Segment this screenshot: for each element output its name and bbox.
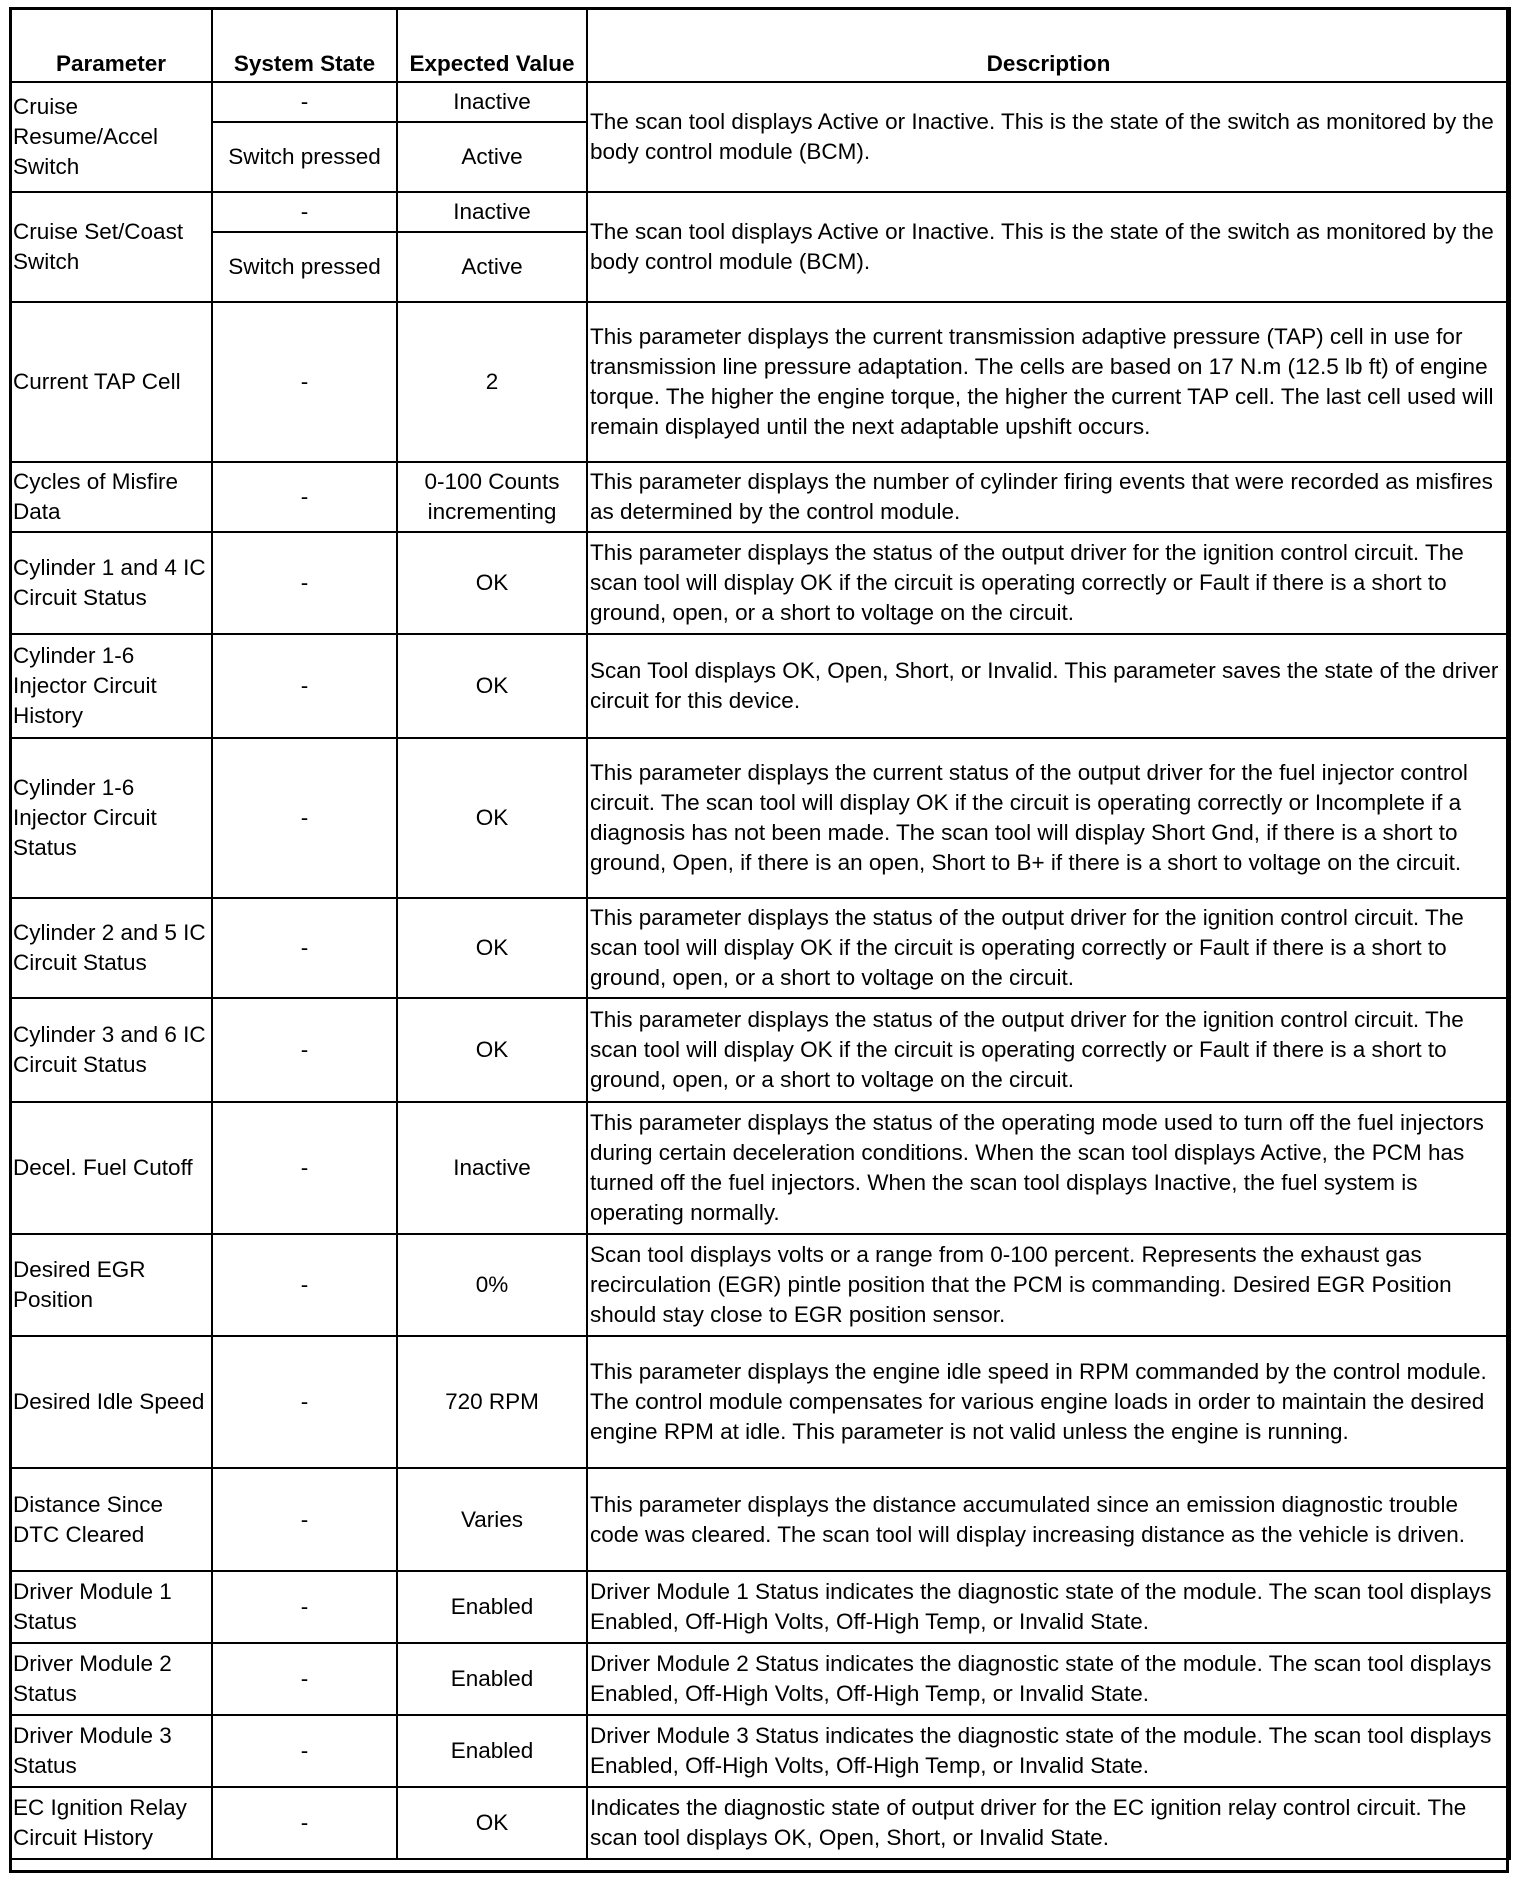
- system-state-cell: -: [212, 1336, 397, 1468]
- header-parameter: Parameter: [10, 8, 212, 82]
- system-state-cell: -: [212, 302, 397, 462]
- expected-value-cell: 0-100 Counts incrementing: [397, 462, 587, 532]
- system-state-cell: -: [212, 532, 397, 634]
- description-cell: This parameter displays the status of the output driver for the ignition control circuit. The scan tool will display OK if the circuit is operating correctly or Fault if there is a short to ground, open, or a short to voltage on the circuit.: [587, 998, 1510, 1102]
- table-row: [10, 1468, 1510, 1571]
- expected-value-cell: OK: [397, 738, 587, 898]
- parameter-cell: EC Ignition Relay Circuit History: [10, 1787, 212, 1859]
- system-state-cell: -: [212, 1571, 397, 1643]
- parameter-cell: Cylinder 3 and 6 IC Circuit Status: [10, 998, 212, 1102]
- parameter-cell: Cruise Set/Coast Switch: [10, 192, 212, 302]
- parameter-table: [9, 7, 1511, 1860]
- table-row: [10, 302, 1510, 462]
- table-row: [10, 1336, 1510, 1468]
- table-row: [10, 1787, 1510, 1859]
- parameter-cell: Decel. Fuel Cutoff: [10, 1102, 212, 1234]
- parameter-cell: Distance Since DTC Cleared: [10, 1468, 212, 1571]
- system-state-cell: -: [212, 1234, 397, 1336]
- expected-value-cell: OK: [397, 532, 587, 634]
- expected-value-cell: 720 RPM: [397, 1336, 587, 1468]
- expected-value-cell: OK: [397, 634, 587, 738]
- description-cell: This parameter displays the distance accumulated since an emission diagnostic trouble code was cleared. The scan tool will display increasing distance as the vehicle is driven.: [587, 1468, 1510, 1571]
- description-cell: This parameter displays the status of the operating mode used to turn off the fuel injectors during certain deceleration conditions. When the scan tool displays Active, the PCM has turned off the fuel injectors. When the scan tool displays Inactive, the fuel system is operating normally.: [587, 1102, 1510, 1234]
- description-cell: Scan tool displays volts or a range from 0-100 percent. Represents the exhaust gas recirculation (EGR) pintle position that the PCM is commanding. Desired EGR Position should stay close to EGR position sensor.: [587, 1234, 1510, 1336]
- table-row: [10, 82, 1510, 122]
- parameter-cell: Cylinder 1-6 Injector Circuit Status: [10, 738, 212, 898]
- header-expected-value: Expected Value: [397, 8, 587, 82]
- parameter-cell: Cylinder 1 and 4 IC Circuit Status: [10, 532, 212, 634]
- description-cell: Driver Module 1 Status indicates the diagnostic state of the module. The scan tool displays Enabled, Off-High Volts, Off-High Temp, or Invalid State.: [587, 1571, 1510, 1643]
- expected-value-cell: OK: [397, 998, 587, 1102]
- table-row: [10, 532, 1510, 634]
- table-row: [10, 1643, 1510, 1715]
- description-cell: This parameter displays the status of the output driver for the ignition control circuit. The scan tool will display OK if the circuit is operating correctly or Fault if there is a short to ground, open, or a short to voltage on the circuit.: [587, 898, 1510, 998]
- expected-value-cell: Enabled: [397, 1643, 587, 1715]
- table-row: [10, 1102, 1510, 1234]
- system-state-cell: Switch pressed: [212, 122, 397, 192]
- description-cell: Indicates the diagnostic state of output driver for the EC ignition relay control circuit. The scan tool displays OK, Open, Short, or Invalid State.: [587, 1787, 1510, 1859]
- expected-value-cell: Inactive: [397, 82, 587, 122]
- system-state-cell: Switch pressed: [212, 232, 397, 302]
- description-cell: This parameter displays the current status of the output driver for the fuel injector control circuit. The scan tool will display OK if the circuit is operating correctly or Incomplete if a diagnosis has not been made. The scan tool will display Short Gnd, if there is a short to ground, Open, if there is an open, Short to B+ if there is a short to voltage on the circuit.: [587, 738, 1510, 898]
- header-system-state: System State: [212, 8, 397, 82]
- table-row: [10, 1571, 1510, 1643]
- system-state-cell: -: [212, 1715, 397, 1787]
- header-row: [10, 8, 1510, 82]
- expected-value-cell: 2: [397, 302, 587, 462]
- system-state-cell: -: [212, 462, 397, 532]
- system-state-cell: -: [212, 82, 397, 122]
- description-cell: Scan Tool displays OK, Open, Short, or Invalid. This parameter saves the state of the driver circuit for this device.: [587, 634, 1510, 738]
- expected-value-cell: Enabled: [397, 1571, 587, 1643]
- description-cell: This parameter displays the status of the output driver for the ignition control circuit. The scan tool will display OK if the circuit is operating correctly or Fault if there is a short to ground, open, or a short to voltage on the circuit.: [587, 532, 1510, 634]
- parameter-cell: Cycles of Misfire Data: [10, 462, 212, 532]
- expected-value-cell: 0%: [397, 1234, 587, 1336]
- expected-value-cell: OK: [397, 898, 587, 998]
- system-state-cell: -: [212, 1468, 397, 1571]
- system-state-cell: -: [212, 898, 397, 998]
- table-row: [10, 1715, 1510, 1787]
- table-row: [10, 1234, 1510, 1336]
- description-cell: The scan tool displays Active or Inactive. This is the state of the switch as monitored by the body control module (BCM).: [587, 82, 1510, 192]
- description-cell: Driver Module 3 Status indicates the diagnostic state of the module. The scan tool displays Enabled, Off-High Volts, Off-High Temp, or Invalid State.: [587, 1715, 1510, 1787]
- expected-value-cell: Active: [397, 122, 587, 192]
- table-row: [10, 634, 1510, 738]
- expected-value-cell: Inactive: [397, 1102, 587, 1234]
- description-cell: This parameter displays the current transmission adaptive pressure (TAP) cell in use for transmission line pressure adaptation. The cells are based on 17 N.m (12.5 lb ft) of engine torque. The higher the engine torque, the higher the current TAP cell. The last cell used will remain displayed until the next adaptable upshift occurs.: [587, 302, 1510, 462]
- expected-value-cell: Inactive: [397, 192, 587, 232]
- parameter-cell: Cylinder 2 and 5 IC Circuit Status: [10, 898, 212, 998]
- system-state-cell: -: [212, 1787, 397, 1859]
- description-cell: This parameter displays the number of cylinder firing events that were recorded as misfires as determined by the control module.: [587, 462, 1510, 532]
- table-row: [10, 998, 1510, 1102]
- system-state-cell: -: [212, 998, 397, 1102]
- description-cell: Driver Module 2 Status indicates the diagnostic state of the module. The scan tool displays Enabled, Off-High Volts, Off-High Temp, or Invalid State.: [587, 1643, 1510, 1715]
- system-state-cell: -: [212, 634, 397, 738]
- table-row: [10, 898, 1510, 998]
- parameter-cell: Cylinder 1-6 Injector Circuit History: [10, 634, 212, 738]
- table-row: [10, 738, 1510, 898]
- system-state-cell: -: [212, 192, 397, 232]
- parameter-cell: Driver Module 1 Status: [10, 1571, 212, 1643]
- expected-value-cell: Enabled: [397, 1715, 587, 1787]
- system-state-cell: -: [212, 738, 397, 898]
- parameter-cell: Current TAP Cell: [10, 302, 212, 462]
- system-state-cell: -: [212, 1102, 397, 1234]
- description-cell: This parameter displays the engine idle speed in RPM commanded by the control module. The control module compensates for various engine loads in order to maintain the desired engine RPM at idle. This parameter is not valid unless the engine is running.: [587, 1336, 1510, 1468]
- parameter-cell: Driver Module 3 Status: [10, 1715, 212, 1787]
- parameter-cell: Desired EGR Position: [10, 1234, 212, 1336]
- parameter-cell: Desired Idle Speed: [10, 1336, 212, 1468]
- table-row: [10, 192, 1510, 232]
- system-state-cell: -: [212, 1643, 397, 1715]
- expected-value-cell: Active: [397, 232, 587, 302]
- parameter-cell: Cruise Resume/Accel Switch: [10, 82, 212, 192]
- expected-value-cell: Varies: [397, 1468, 587, 1571]
- description-cell: The scan tool displays Active or Inactive. This is the state of the switch as monitored by the body control module (BCM).: [587, 192, 1510, 302]
- table-row: [10, 462, 1510, 532]
- expected-value-cell: OK: [397, 1787, 587, 1859]
- header-description: Description: [587, 8, 1510, 82]
- parameter-cell: Driver Module 2 Status: [10, 1643, 212, 1715]
